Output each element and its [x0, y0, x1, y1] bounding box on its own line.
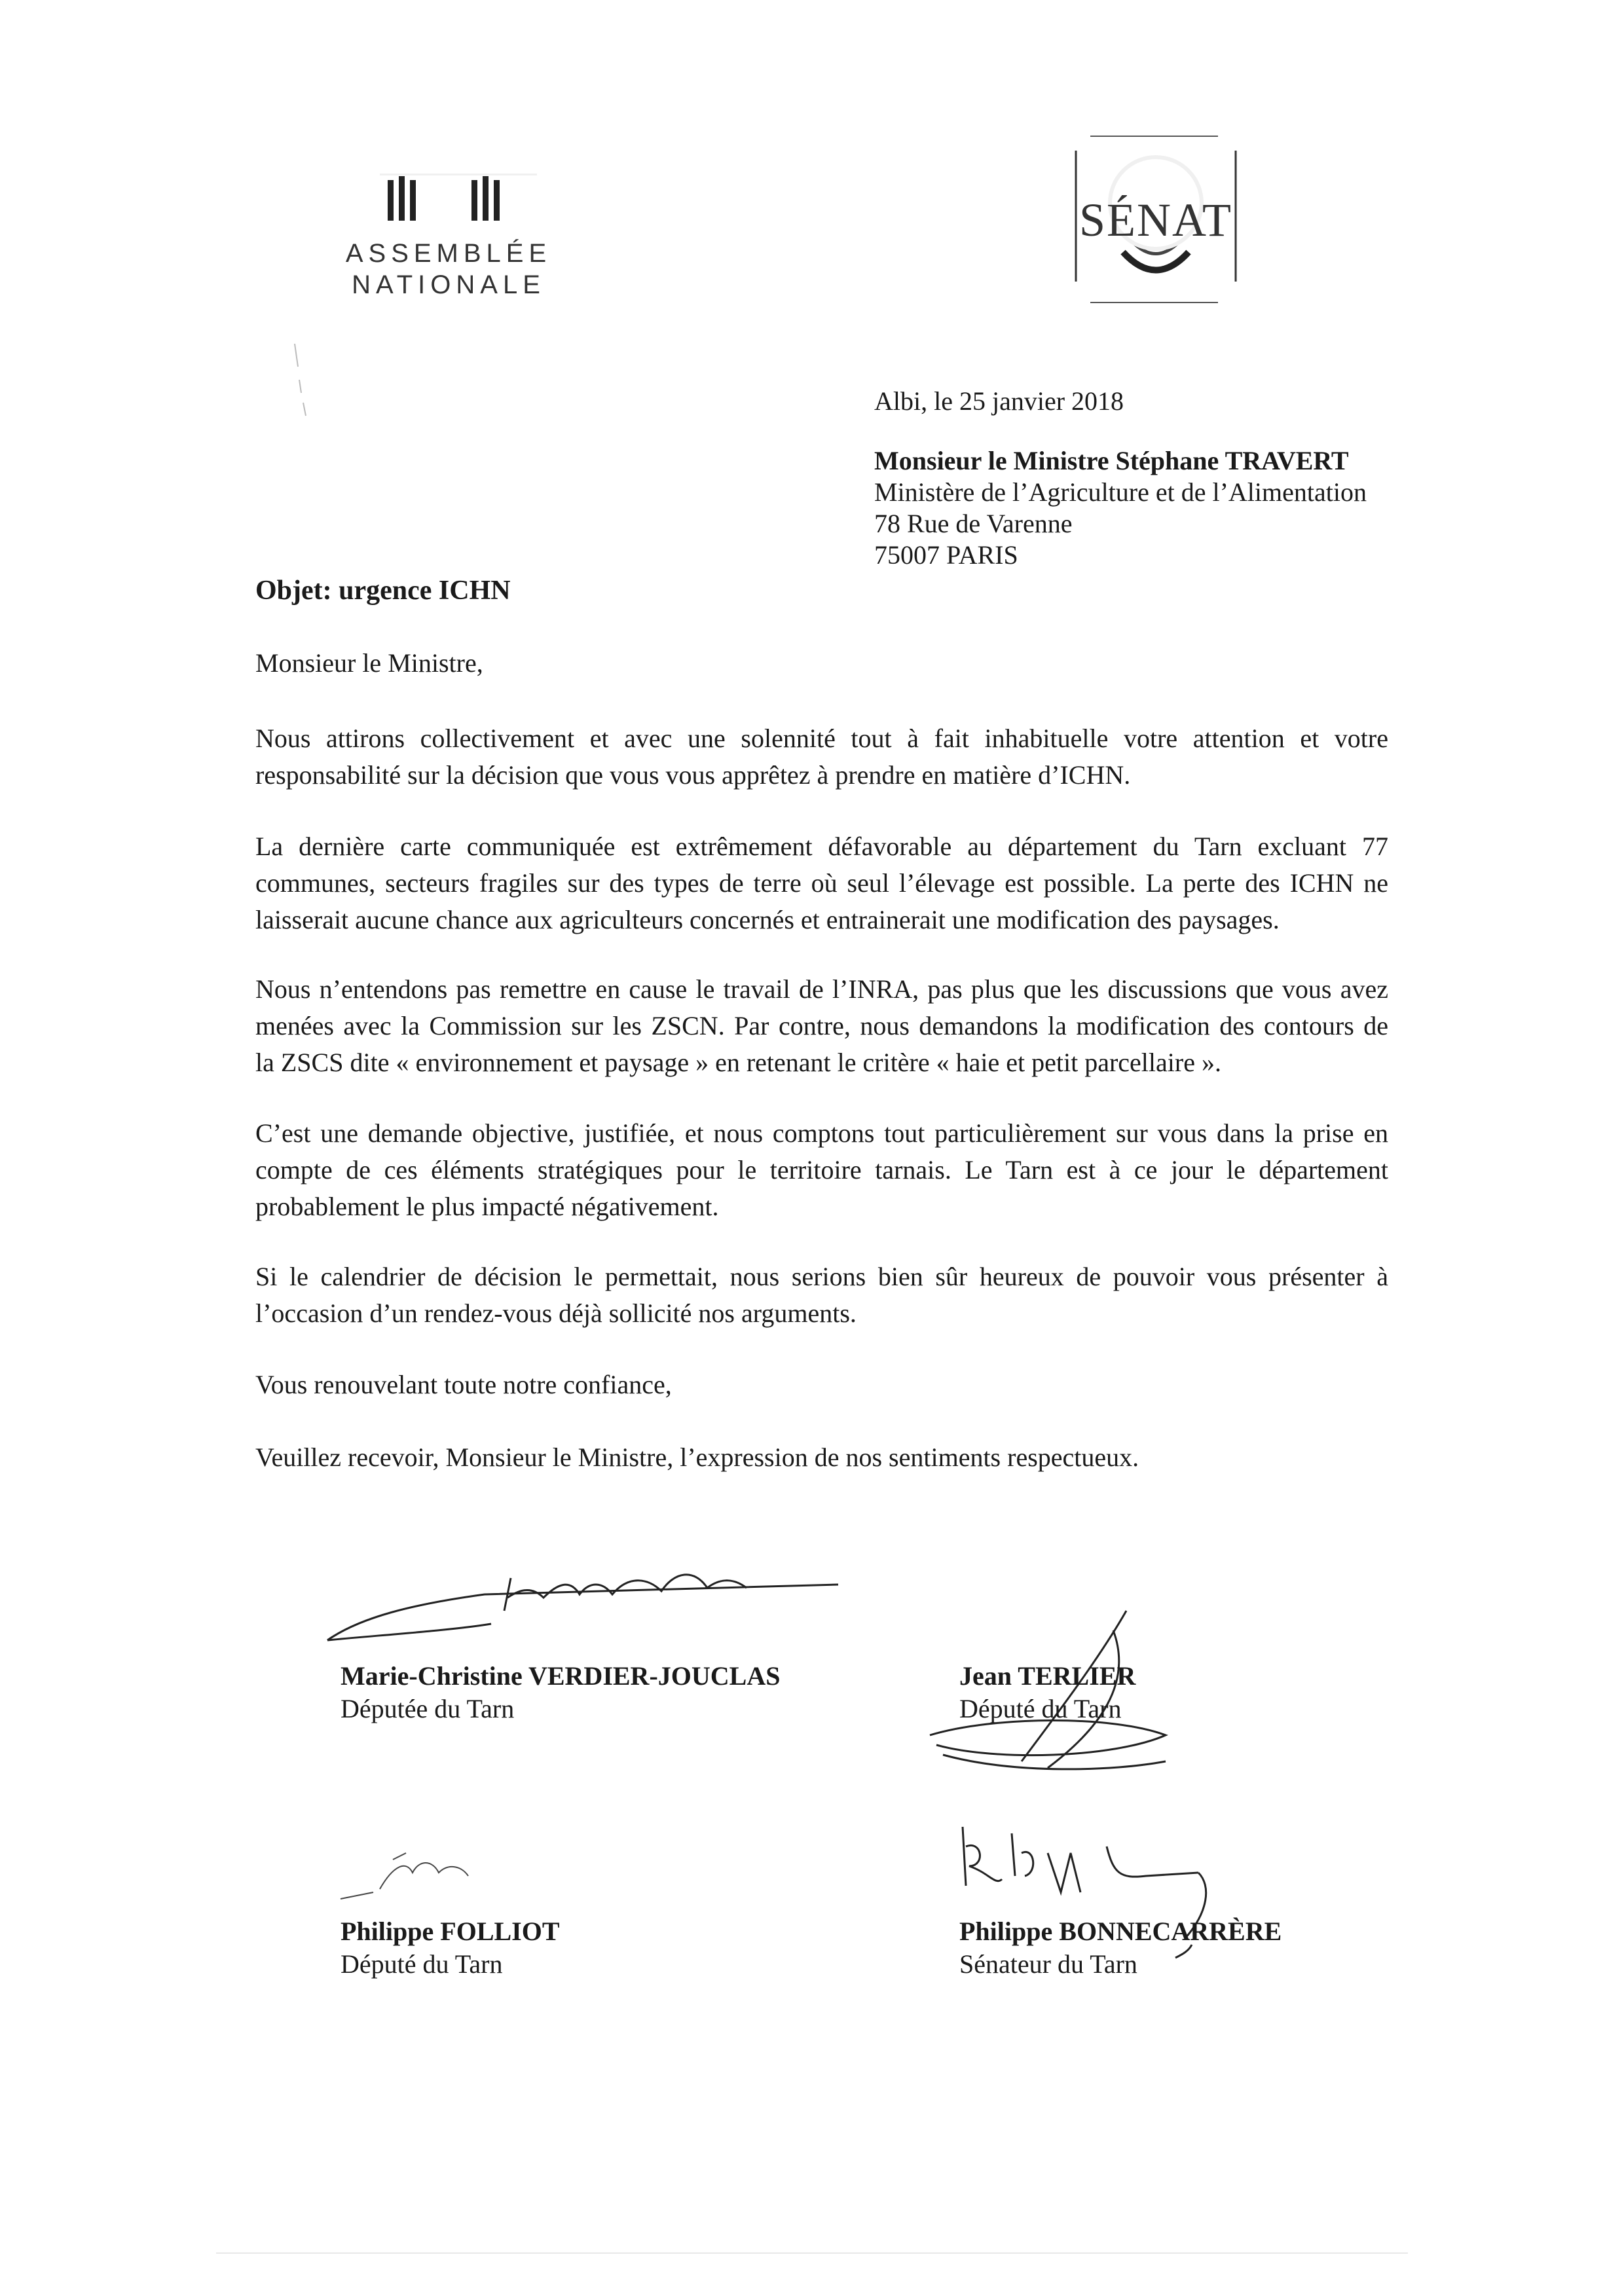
paragraph-5 — [255, 1258, 1388, 1332]
signatory-name: Philippe FOLLIOT — [341, 1917, 560, 1946]
recipient-street: 78 Rue de Varenne — [874, 509, 1073, 538]
paragraph-line: menées avec la Commission sur les ZSCN. Par contre, nous demandons la modification des contours de — [255, 1011, 1388, 1040]
paragraph-4 — [255, 1115, 1388, 1225]
recipient-city: 75007 PARIS — [874, 540, 1018, 570]
paragraph-1 — [255, 720, 1388, 794]
signatory-role: Sénateur du Tarn — [959, 1949, 1137, 1979]
letter-date: Albi, le 25 janvier 2018 — [874, 386, 1124, 416]
assemblee-logo-line2: NATIONALE — [352, 270, 545, 299]
signatory-name: Marie-Christine VERDIER-JOUCLAS — [341, 1661, 781, 1691]
recipient-ministry: Ministère de l’Agriculture et de l’Alimentation — [874, 477, 1367, 507]
assemblee-nationale-logo — [341, 147, 557, 311]
paragraph-6 — [255, 1367, 1388, 1403]
paragraph-line: communes, secteurs fragiles sur des types de terre où seul l’élevage est possible. La perte des ICHN ne — [255, 868, 1388, 898]
recipient-address — [874, 445, 1367, 571]
signatory-role: Députée du Tarn — [341, 1694, 515, 1723]
senat-logo-word: SÉNAT — [1079, 194, 1232, 246]
signatory-role: Député du Tarn — [959, 1694, 1122, 1723]
signatory-role: Député du Tarn — [341, 1949, 503, 1979]
paragraph-line: compte de ces éléments stratégiques pour le territoire tarnais. Le Tarn est à ce jour le département — [255, 1155, 1388, 1184]
letter-salutation: Monsieur le Ministre, — [255, 648, 483, 678]
assemblee-emblem-icon — [380, 174, 544, 226]
signature-folliot — [334, 1840, 511, 1912]
signatory-name: Jean TERLIER — [959, 1661, 1136, 1691]
senat-logo — [1071, 131, 1241, 311]
paragraph-line: C’est une demande objective, justifiée, et nous comptons tout particulièrement sur vous dans la prise en — [255, 1118, 1388, 1148]
margin-mark-icon — [291, 340, 311, 419]
paragraph-line: Si le calendrier de décision le permettait, nous serions bien sûr heureux de pouvoir vous présenter à — [255, 1262, 1388, 1291]
paragraph-line: probablement le plus impacté négativement. — [255, 1192, 719, 1221]
paragraph-2 — [255, 828, 1388, 938]
signatory-name: Philippe BONNECARRÈRE — [959, 1917, 1282, 1946]
assemblee-logo-line1: ASSEMBLÉE — [345, 239, 552, 268]
signatory-folliot — [341, 1915, 560, 1981]
footer-divider — [216, 2252, 1408, 2254]
paragraph-3 — [255, 971, 1388, 1081]
letter-subject: Objet: urgence ICHN — [255, 576, 511, 606]
paragraph-line: laisserait aucune chance aux agriculteurs concernés et entrainerait une modification des paysages. — [255, 905, 1280, 934]
paragraph-line: Nous attirons collectivement et avec une solennité tout à fait inhabituelle votre attention et votre — [255, 724, 1388, 753]
paragraph-line: l’occasion d’un rendez-vous déjà sollicité nos arguments. — [255, 1298, 857, 1328]
paragraph-line: Nous n’entendons pas remettre en cause le travail de l’INRA, pas plus que les discussions que vous avez — [255, 974, 1388, 1004]
signatory-verdier-jouclas — [341, 1660, 780, 1725]
recipient-name: Monsieur le Ministre Stéphane TRAVERT — [874, 446, 1349, 475]
signatory-terlier — [959, 1660, 1135, 1725]
paragraph-7 — [255, 1439, 1388, 1476]
paragraph-line: La dernière carte communiquée est extrêmement défavorable au département du Tarn excluant 77 — [255, 832, 1388, 861]
signature-verdier-jouclas — [321, 1558, 832, 1650]
paragraph-line: Vous renouvelant toute notre confiance, — [255, 1370, 672, 1399]
paragraph-line: la ZSCS dite « environnement et paysage » en retenant le critère « haie et petit parcellaire ». — [255, 1048, 1221, 1077]
paragraph-line: responsabilité sur la décision que vous vous apprêtez à prendre en matière d’ICHN. — [255, 760, 1131, 790]
paragraph-line: Veuillez recevoir, Monsieur le Ministre, l’expression de nos sentiments respectueux. — [255, 1442, 1139, 1472]
signatory-bonnecarrere — [959, 1915, 1282, 1981]
